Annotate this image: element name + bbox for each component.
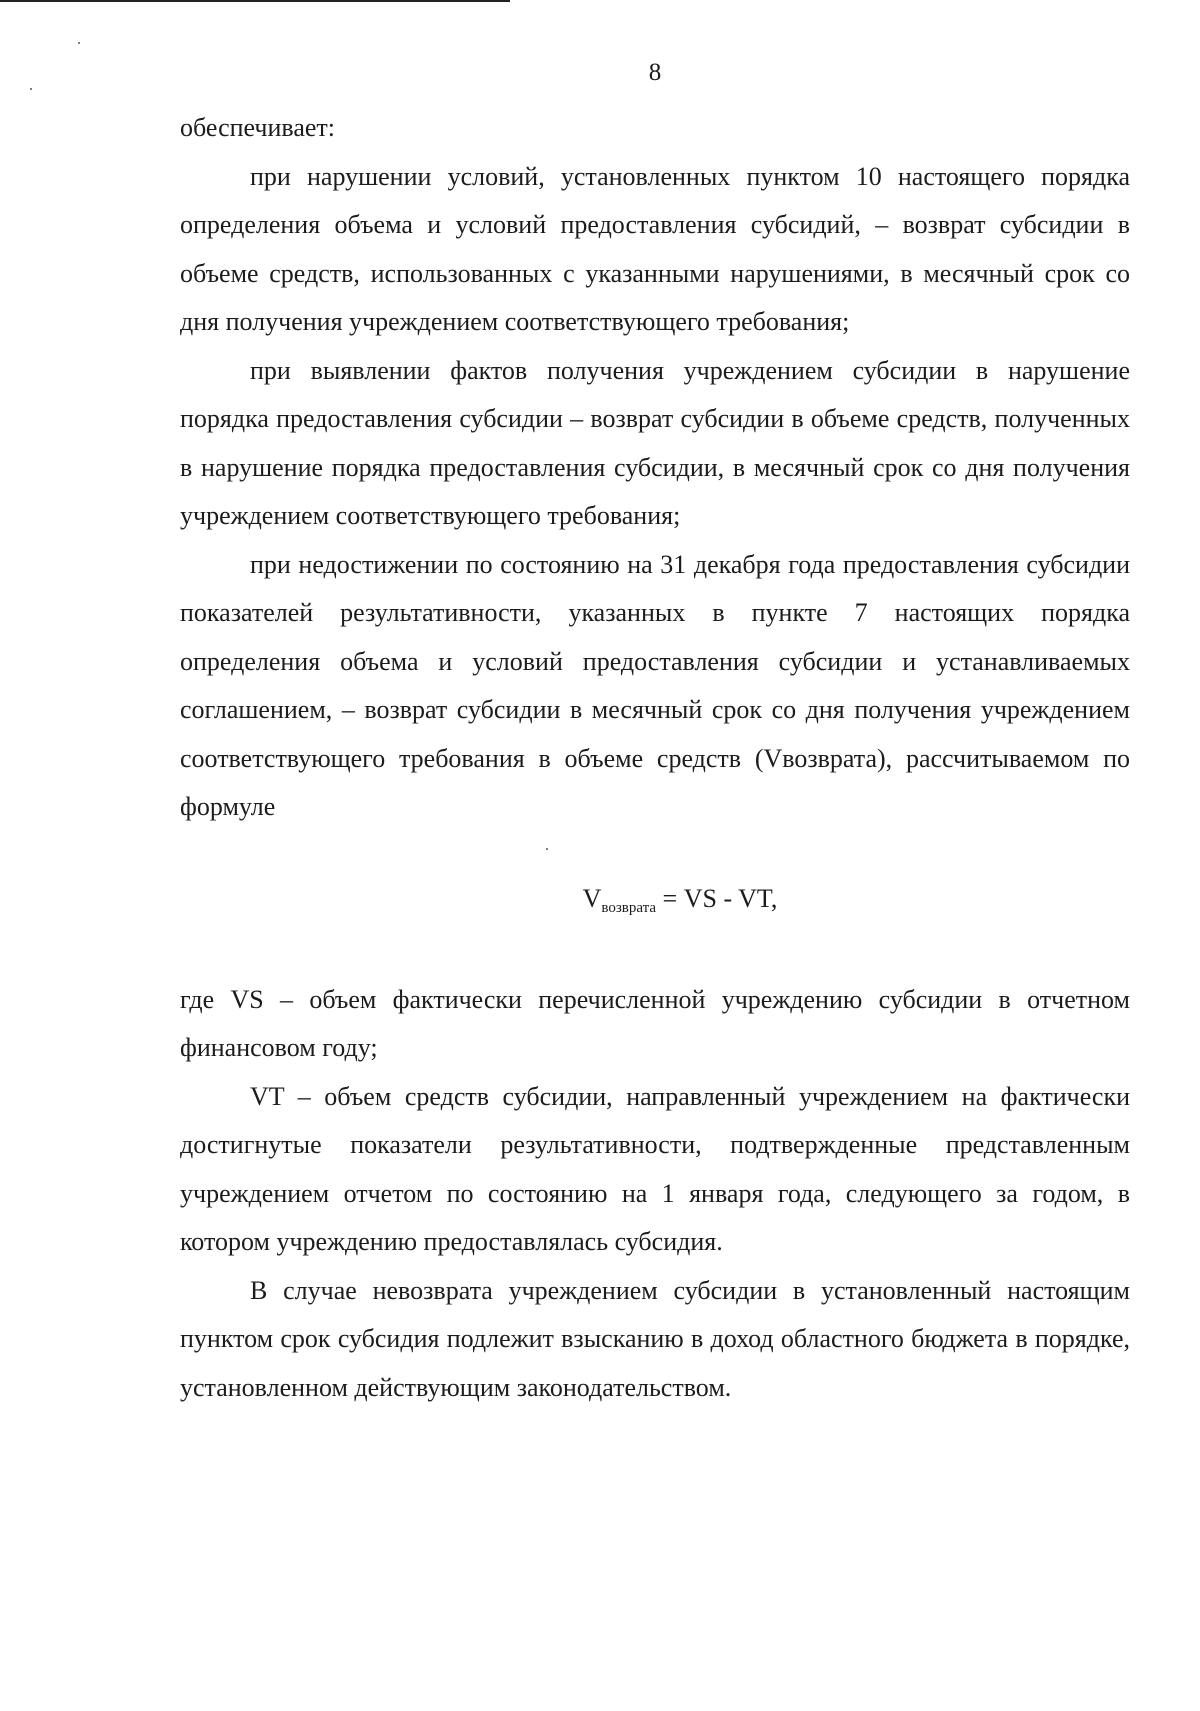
formula-rhs: = VS - VT,: [656, 883, 778, 913]
return-formula: [180, 832, 1130, 976]
paragraph-vt-definition: VT – объем средств субсидии, направленный учреждением на фактически достигнутые показатели результативности, подтвержденные представленным учреждением отчетом по состоянию на 1 января года, следующего за годом, в котором учреждению предоставлялась субсидия.: [180, 1081, 1130, 1256]
scan-speck: [78, 42, 80, 44]
paragraph-violation-conditions: при нарушении условий, установленных пунктом 10 настоящего порядка определения объема и условий предоставления субсидий, – возврат субсидии в объеме средств, использованных с указанными нарушениями, в месячный срок со дня получения учреждением соответствующего требования;: [180, 161, 1130, 336]
paragraph-recovery: В случае невозврата учреждением субсидии в установленный настоящим пунктом срок субсидия подлежит взысканию в доход областного бюджета в порядке, установленном действующим законодательством.: [180, 1275, 1130, 1402]
page-number: 8: [648, 59, 662, 86]
paragraph-performance-shortfall: при недостижении по состоянию на 31 декабря года предоставления субсидии показателей результативности, указанных в пункте 7 настоящих порядка определения объема и условий предоставления субсидии и устанавливаемых соглашением, – возврат субсидии в месячный срок со дня получения учреждением соответствующего требования в объеме средств (Vвозврата), рассчитываемом по формуле: [180, 549, 1130, 821]
document-body: [180, 104, 1130, 1412]
formula-line: [583, 875, 778, 933]
scan-top-edge-rule: [0, 0, 510, 2]
formula-lhs-symbol: V: [582, 883, 602, 913]
formula-lhs-subscript: возврата: [601, 899, 657, 916]
paragraph-vs-definition: где VS – объем фактически перечисленной учреждению субсидии в отчетном финансовом году;: [180, 984, 1130, 1062]
paragraph-intro: обеспечивает:: [180, 113, 336, 142]
paragraph-violation-order: при выявлении фактов получения учреждением субсидии в нарушение порядка предоставления субсидии – возврат субсидии в объеме средств, полученных в нарушение порядка предоставления субсидии, в месячный срок со дня получения учреждением соответствующего требования;: [180, 355, 1130, 530]
scan-speck: [30, 88, 32, 90]
